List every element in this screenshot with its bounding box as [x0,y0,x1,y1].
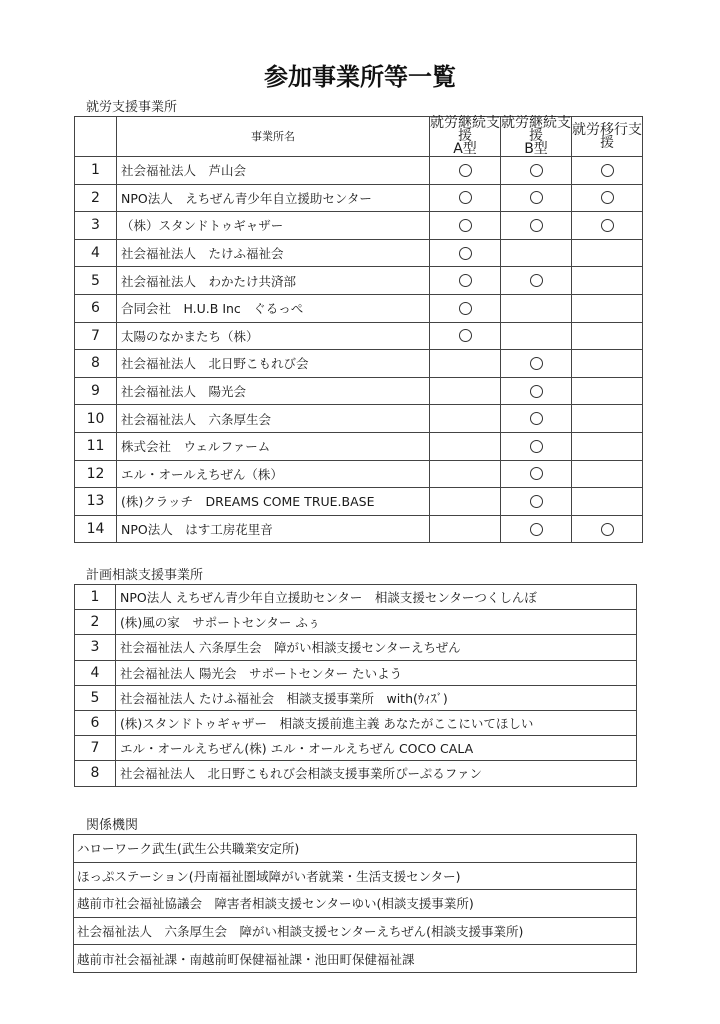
circle-mark-icon [459,329,472,342]
page-title: 参加事業所等一覧 [264,63,456,91]
transition-cell [572,184,643,212]
circle-mark-icon [530,467,543,480]
circle-mark-icon [459,219,472,232]
table-row [75,710,637,735]
table-row [75,736,637,761]
row-number: 3 [75,635,116,660]
table-row [74,862,637,890]
related-agencies-section-label: 関係機関 [86,818,139,833]
transition-cell [572,488,643,516]
circle-mark-icon [530,191,543,204]
row-number: 7 [75,322,117,350]
row-number: 6 [75,294,117,322]
facility-name: 株式会社 ウェルファーム [117,432,430,460]
row-number: 3 [75,212,117,240]
facility-name: NPO法人 はす工房花里音 [117,515,430,543]
transition-cell [572,405,643,433]
header-type-a-line2: A型 [453,141,477,157]
header-transition: 就労移行支援 [572,117,643,157]
employment-support-rows [75,157,643,543]
table-row [75,585,637,610]
facility-name: エル・オールえちぜん（株） [117,460,430,488]
facility-name: 太陽のなかまたち（株） [117,322,430,350]
row-number: 9 [75,377,117,405]
type-b-cell [501,294,572,322]
table-row [75,377,643,405]
transition-cell [572,294,643,322]
type-a-cell [430,157,501,185]
transition-cell [572,432,643,460]
type-a-cell [430,239,501,267]
type-a-cell [430,350,501,378]
table-row [75,157,643,185]
type-b-cell [501,460,572,488]
circle-mark-icon [601,219,614,232]
type-b-cell [501,432,572,460]
facility-name: 社会福祉法人 北日野こもれび会相談支援事業所ぴーぷるファン [116,761,637,786]
row-number: 8 [75,761,116,786]
facility-name: エル・オールえちぜん(株) エル・オールえちぜん COCO CALA [116,736,637,761]
row-number: 10 [75,405,117,433]
consultation-support-table [74,584,637,787]
row-number: 4 [75,660,116,685]
header-type-a-line1: 就労継続支援 [430,115,500,144]
type-a-cell [430,488,501,516]
transition-cell [572,267,643,295]
table-row [75,267,643,295]
facility-name: 社会福祉法人 芦山会 [117,157,430,185]
related-agencies-rows [74,835,637,973]
type-b-cell [501,184,572,212]
header-type-b-line2: B型 [524,141,548,157]
circle-mark-icon [530,495,543,508]
table-row [75,685,637,710]
facility-name: NPO法人 えちぜん青少年自立援助センター 相談支援センターつくしんぼ [116,585,637,610]
type-b-cell [501,239,572,267]
row-number: 5 [75,685,116,710]
type-b-cell [501,488,572,516]
circle-mark-icon [459,164,472,177]
table-row [75,294,643,322]
table-row [74,917,637,945]
type-b-cell [501,212,572,240]
consultation-support-section-label: 計画相談支援事業所 [86,568,204,583]
facility-name: 社会福祉法人 六条厚生会 [117,405,430,433]
agency-name: 社会福祉法人 六条厚生会 障がい相談支援センターえちぜん(相談支援事業所) [74,917,637,945]
row-number: 12 [75,460,117,488]
facility-name: 社会福祉法人 六条厚生会 障がい相談支援センターえちぜん [116,635,637,660]
table-row [75,610,637,635]
circle-mark-icon [459,191,472,204]
transition-cell [572,515,643,543]
table-row [75,460,643,488]
type-a-cell [430,267,501,295]
agency-name: 越前市社会福祉課・南越前町保健福祉課・池田町保健福祉課 [74,945,637,973]
facility-name: 社会福祉法人 北日野こもれび会 [117,350,430,378]
circle-mark-icon [530,164,543,177]
transition-cell [572,350,643,378]
table-row [75,515,643,543]
facility-name: (株)風の家 サポートセンター ふぅ [116,610,637,635]
agency-name: 越前市社会福祉協議会 障害者相談支援センターゆい(相談支援事業所) [74,890,637,918]
row-number: 2 [75,184,117,212]
row-number: 5 [75,267,117,295]
table-row [75,184,643,212]
agency-name: ほっぷステーション(丹南福祉圏域障がい者就業・生活支援センター) [74,862,637,890]
row-number: 2 [75,610,116,635]
type-b-cell [501,322,572,350]
table-row [75,635,637,660]
facility-name: 合同会社 H.U.B Inc ぐるっぺ [117,294,430,322]
transition-cell [572,212,643,240]
type-b-cell [501,157,572,185]
transition-cell [572,377,643,405]
table-row [75,488,643,516]
type-a-cell [430,515,501,543]
row-number: 1 [75,157,117,185]
transition-cell [572,157,643,185]
related-agencies-table [73,834,637,973]
circle-mark-icon [601,523,614,536]
table-row [75,350,643,378]
facility-name: 社会福祉法人 陽光会 サポートセンター たいよう [116,660,637,685]
header-number [75,117,117,157]
circle-mark-icon [530,357,543,370]
row-number: 11 [75,432,117,460]
row-number: 4 [75,239,117,267]
type-a-cell [430,294,501,322]
type-b-cell [501,267,572,295]
facility-name: （株）スタンドトゥギャザー [117,212,430,240]
type-a-cell [430,184,501,212]
row-number: 7 [75,736,116,761]
table-header-row [75,117,643,157]
transition-cell [572,460,643,488]
agency-name: ハローワーク武生(武生公共職業安定所) [74,835,637,863]
facility-name: (株)クラッチ DREAMS COME TRUE.BASE [117,488,430,516]
header-type-b [501,117,572,157]
type-a-cell [430,460,501,488]
table-row [75,405,643,433]
header-type-a [430,117,501,157]
table-row [75,239,643,267]
facility-name: (株)スタンドトゥギャザー 相談支援前進主義 あなたがここにいてほしい [116,710,637,735]
type-a-cell [430,432,501,460]
type-b-cell [501,515,572,543]
header-name: 事業所名 [117,117,430,157]
transition-cell [572,239,643,267]
table-row [74,945,637,973]
facility-name: 社会福祉法人 たけふ福祉会 [117,239,430,267]
table-row [75,322,643,350]
circle-mark-icon [530,523,543,536]
circle-mark-icon [601,164,614,177]
table-row [74,890,637,918]
circle-mark-icon [530,440,543,453]
row-number: 13 [75,488,117,516]
circle-mark-icon [530,412,543,425]
table-row [75,212,643,240]
table-row [74,835,637,863]
circle-mark-icon [530,385,543,398]
facility-name: NPO法人 えちぜん青少年自立援助センター [117,184,430,212]
type-a-cell [430,405,501,433]
type-a-cell [430,212,501,240]
type-b-cell [501,350,572,378]
circle-mark-icon [530,219,543,232]
table-row [75,432,643,460]
circle-mark-icon [459,302,472,315]
employment-support-section-label: 就労支援事業所 [86,100,178,115]
row-number: 14 [75,515,117,543]
facility-name: 社会福祉法人 たけふ福祉会 相談支援事業所 with(ｳｨｽﾞ) [116,685,637,710]
circle-mark-icon [530,274,543,287]
table-row [75,761,637,786]
row-number: 8 [75,350,117,378]
row-number: 6 [75,710,116,735]
consultation-support-rows [75,585,637,787]
type-b-cell [501,405,572,433]
circle-mark-icon [459,247,472,260]
type-a-cell [430,322,501,350]
type-b-cell [501,377,572,405]
type-a-cell [430,377,501,405]
circle-mark-icon [601,191,614,204]
row-number: 1 [75,585,116,610]
table-row [75,660,637,685]
facility-name: 社会福祉法人 わかたけ共済部 [117,267,430,295]
transition-cell [572,322,643,350]
facility-name: 社会福祉法人 陽光会 [117,377,430,405]
employment-support-table [74,116,643,543]
header-type-b-line1: 就労継続支援 [501,115,571,144]
circle-mark-icon [459,274,472,287]
